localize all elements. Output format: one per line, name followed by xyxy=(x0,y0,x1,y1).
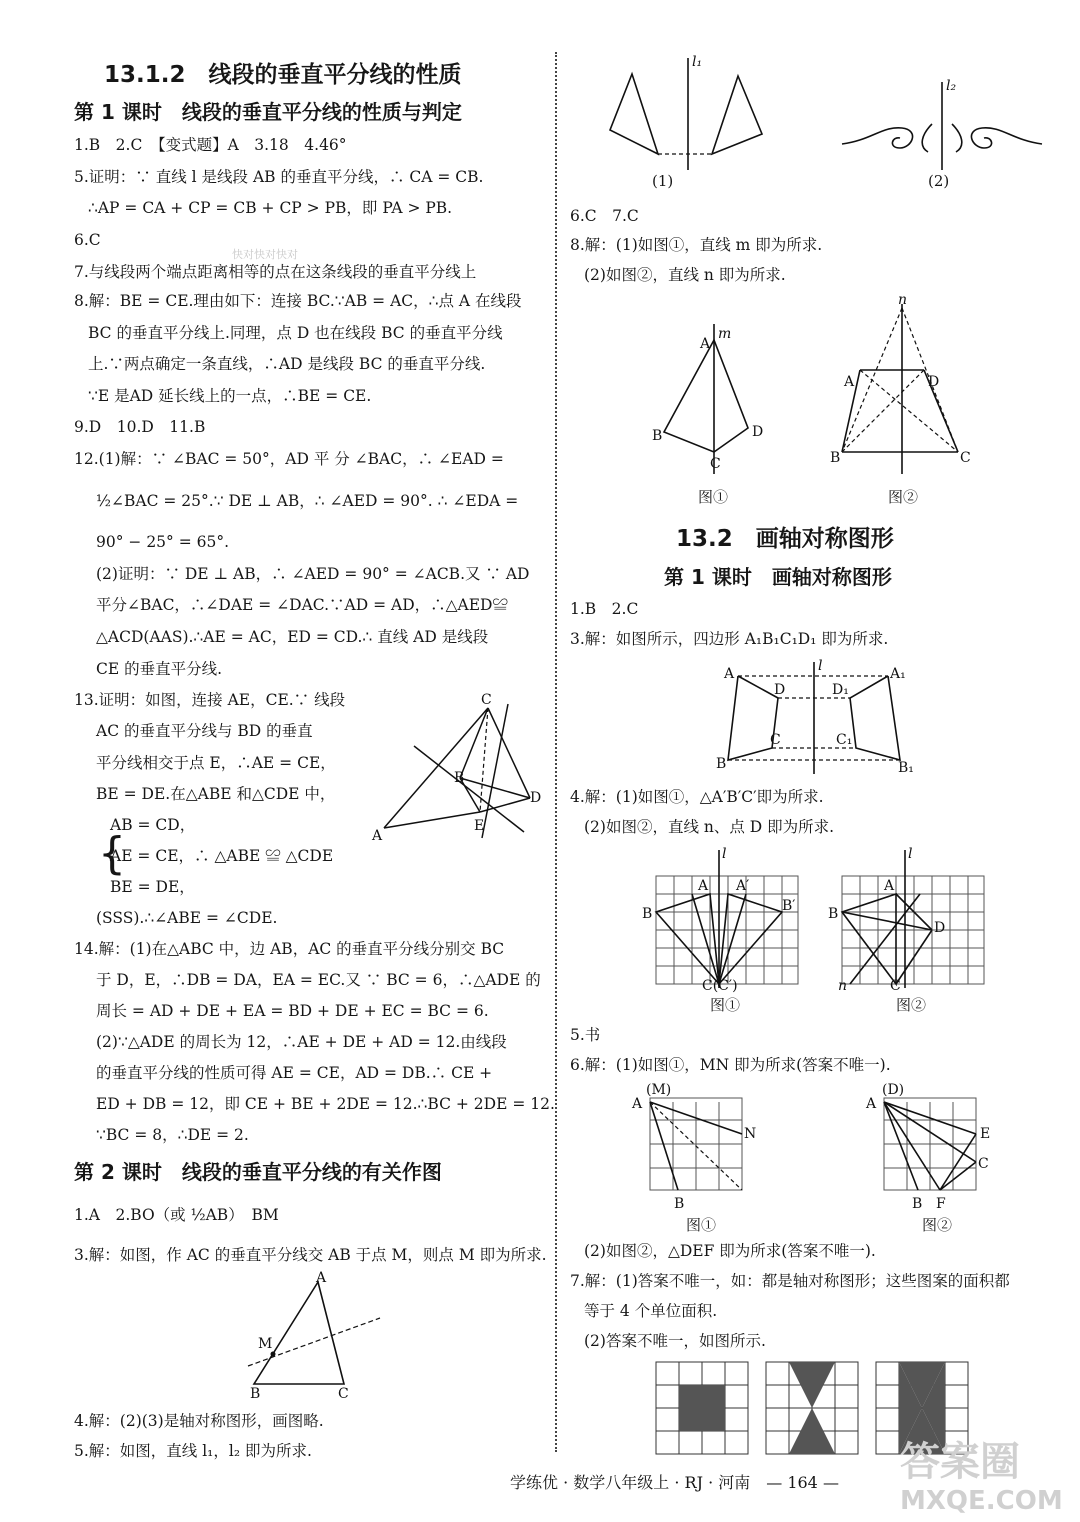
answer-line: ∵BC = 8，∴DE = 2. xyxy=(96,1126,249,1144)
svg-text:l: l xyxy=(818,658,823,674)
answer-line: 14.解：(1)在△ABC 中，边 AB，AC 的垂直平分线分别交 BC xyxy=(74,940,505,958)
answer-line: 90° − 25° = 65°. xyxy=(96,533,230,551)
svg-text:A: A xyxy=(884,878,895,894)
answer-line: 12.(1)解：∵ ∠BAC = 50°，AD 平 分 ∠BAC，∴ ∠EAD = xyxy=(74,450,504,468)
svg-text:l₂: l₂ xyxy=(946,78,957,94)
svg-text:D: D xyxy=(934,920,946,936)
svg-text:E: E xyxy=(980,1126,991,1142)
svg-text:A: A xyxy=(698,878,709,894)
svg-text:C(C′): C(C′) xyxy=(702,978,738,994)
svg-text:C: C xyxy=(481,692,492,708)
answer-line: 上.∵两点确定一条直线，∴AD 是线段 BC 的垂直平分线. xyxy=(88,355,486,373)
answer-line: (2)答案不唯一，如图所示. xyxy=(584,1332,766,1350)
svg-text:E: E xyxy=(474,818,485,834)
answer-line: 6.C xyxy=(74,231,101,249)
right-column xyxy=(558,0,1080,1522)
svg-text:(D): (D) xyxy=(882,1082,905,1098)
svg-text:D: D xyxy=(752,424,764,440)
answer-line: ∴AP = CA + CP = CB + CP > PB，即 PA > PB. xyxy=(88,199,453,217)
figure-caption: (1) xyxy=(652,172,674,190)
answer-line: 8.解：BE = CE.理由如下：连接 BC.∵AB = AC，∴点 A 在线段 xyxy=(74,292,522,310)
svg-text:B: B xyxy=(652,428,663,444)
answer-line: (2)∵△ADE 的周长为 12，∴AE + DE + AD = 12.由线段 xyxy=(96,1033,507,1051)
answer-line: 5.解：如图，直线 l₁，l₂ 即为所求. xyxy=(74,1442,312,1460)
answer-line: (2)如图②，直线 n、点 D 即为所求. xyxy=(584,818,835,836)
figure-q8 xyxy=(648,294,988,484)
answer-line: 4.解：(2)(3)是轴对称图形，画图略. xyxy=(74,1412,324,1430)
svg-text:D: D xyxy=(928,374,940,390)
lesson-heading: 第 2 课时 线段的垂直平分线的有关作图 xyxy=(74,1160,442,1184)
svg-text:n: n xyxy=(838,978,848,994)
page-footer: 学练优 · 数学八年级上 · RJ · 河南 — 164 — xyxy=(510,1473,839,1492)
svg-text:F: F xyxy=(936,1196,946,1212)
svg-text:M: M xyxy=(258,1336,273,1352)
answer-line: 1.B 2.C 【变式题】A 3.18 4.46° xyxy=(74,136,347,154)
watermark-url: MXQE.COM xyxy=(900,1486,1063,1516)
svg-text:C: C xyxy=(978,1156,989,1172)
answer-line: 平分线相交于点 E，∴AE = CE， xyxy=(96,754,336,772)
answer-line: 4.解：(1)如图①，△A′B′C′即为所求. xyxy=(570,788,824,806)
answer-line: BE = DE.在△ABE 和△CDE 中， xyxy=(96,785,336,803)
answer-line: 等于 4 个单位面积. xyxy=(584,1302,718,1320)
answer-line: 7.解：(1)答案不唯一，如：都是轴对称图形；这些图案的面积都 xyxy=(570,1272,1010,1290)
svg-text:C: C xyxy=(890,978,901,994)
answer-line: 5.书 xyxy=(570,1026,601,1044)
svg-text:N: N xyxy=(744,1126,757,1142)
brace: { xyxy=(98,828,126,879)
figure-caption: 图② xyxy=(922,1216,953,1234)
figure-caption: 图① xyxy=(710,996,741,1014)
answer-line: 的垂直平分线的性质可得 AE = CE，AD = DB.∴ CE + xyxy=(96,1064,493,1082)
answer-line: 7.与线段两个端点距离相等的点在这条线段的垂直平分线上 xyxy=(74,263,477,281)
figure-q3-right xyxy=(716,656,914,780)
answer-line: 6.解：(1)如图①，MN 即为所求(答案不唯一). xyxy=(570,1056,891,1074)
svg-text:B′: B′ xyxy=(782,898,796,914)
answer-line: BE = DE， xyxy=(110,878,195,896)
answer-line: (2)如图②，直线 n 即为所求. xyxy=(584,266,786,284)
figure-caption: 图① xyxy=(698,488,729,506)
svg-text:A: A xyxy=(700,336,711,352)
answer-line: 13.证明：如图，连接 AE，CE.∵ 线段 xyxy=(74,691,346,709)
svg-text:C₁: C₁ xyxy=(836,732,853,748)
svg-text:B: B xyxy=(642,906,653,922)
column-divider xyxy=(555,52,557,1452)
svg-text:B: B xyxy=(716,756,727,772)
svg-text:D: D xyxy=(774,682,786,698)
svg-text:B: B xyxy=(828,906,839,922)
svg-text:(M): (M) xyxy=(646,1082,672,1098)
svg-text:C: C xyxy=(960,450,971,466)
section-heading: 13.2 画轴对称图形 xyxy=(676,526,894,552)
lesson-heading: 第 1 课时 画轴对称图形 xyxy=(664,565,892,589)
svg-text:A: A xyxy=(632,1096,643,1112)
figure-q3 xyxy=(240,1272,390,1402)
figure-q5 xyxy=(582,52,1052,172)
answer-line: 5.证明：∵ 直线 l 是线段 AB 的垂直平分线，∴ CA = CB. xyxy=(74,168,484,186)
svg-text:n: n xyxy=(898,292,908,308)
svg-text:A: A xyxy=(372,828,383,844)
lesson-heading: 第 1 课时 线段的垂直平分线的性质与判定 xyxy=(74,100,462,124)
figure-q13 xyxy=(364,690,554,850)
answer-line: 1.B 2.C xyxy=(570,600,639,618)
svg-text:A: A xyxy=(844,374,855,390)
svg-text:B: B xyxy=(830,450,841,466)
figure-caption: 图② xyxy=(896,996,927,1014)
svg-text:B: B xyxy=(454,770,465,786)
answer-line: 3.解：如图所示，四边形 A₁B₁C₁D₁ 即为所求. xyxy=(570,630,889,648)
answer-line: AB = CD， xyxy=(110,816,196,834)
answer-line: ED + DB = 12，即 CE + BE + 2DE = 12.∴BC + 2DE = 12. xyxy=(96,1095,555,1113)
figure-caption: 图① xyxy=(686,1216,717,1234)
answer-line: AE = CE，∴ △ABE ≌ △CDE xyxy=(110,847,334,865)
answer-line: 9.D 10.D 11.B xyxy=(74,418,206,436)
answer-line: BC 的垂直平分线上.同理，点 D 也在线段 BC 的垂直平分线 xyxy=(88,324,503,342)
svg-text:B: B xyxy=(912,1196,923,1212)
figure-q6 xyxy=(628,1080,1008,1214)
svg-text:B: B xyxy=(250,1386,261,1402)
svg-text:m: m xyxy=(718,326,732,342)
answer-line: 平分∠BAC，∴∠DAE = ∠DAC.∵AD = AD，∴△AED≌ xyxy=(96,596,508,614)
answer-line: AC 的垂直平分线与 BD 的垂直 xyxy=(96,722,313,740)
svg-text:A: A xyxy=(724,666,735,682)
svg-text:D: D xyxy=(530,790,542,806)
svg-text:A₁: A₁ xyxy=(890,666,906,682)
svg-text:B₁: B₁ xyxy=(898,760,914,776)
answer-line: 于 D，E，∴DB = DA，EA = EC.又 ∵ BC = 6，∴△ADE 的 xyxy=(96,971,541,989)
svg-text:C: C xyxy=(770,732,781,748)
answer-line: (2)如图②，△DEF 即为所求(答案不唯一). xyxy=(584,1242,876,1260)
section-heading: 13.1.2 线段的垂直平分线的性质 xyxy=(104,62,462,88)
answer-line: 1.A 2.BO（或 ½AB） BM xyxy=(74,1206,279,1224)
svg-text:A′: A′ xyxy=(736,878,750,894)
svg-text:A: A xyxy=(316,1270,327,1286)
answer-line: 8.解：(1)如图①，直线 m 即为所求. xyxy=(570,236,823,254)
svg-text:l: l xyxy=(722,846,727,862)
figure-caption: (2) xyxy=(928,172,950,190)
svg-text:C: C xyxy=(710,456,721,472)
figure-q4 xyxy=(642,842,1002,994)
answer-line: CE 的垂直平分线. xyxy=(96,660,223,678)
answer-line: (SSS).∴∠ABE = ∠CDE. xyxy=(96,909,278,927)
watermark-corner: 答案圈 xyxy=(900,1439,1020,1485)
answer-line: (2)证明：∵ DE ⊥ AB，∴ ∠AED = 90° = ∠ACB.又 ∵ AD xyxy=(96,565,530,583)
watermark-stamp: 快对快对快对 xyxy=(232,248,298,261)
answer-line: 6.C 7.C xyxy=(570,207,639,225)
svg-text:l: l xyxy=(908,846,913,862)
svg-text:B: B xyxy=(674,1196,685,1212)
svg-text:A: A xyxy=(866,1096,877,1112)
answer-line: ∵E 是AD 延长线上的一点，∴BE = CE. xyxy=(88,387,372,405)
svg-text:C: C xyxy=(338,1386,349,1402)
answer-line: 周长 = AD + DE + EA = BD + DE + EC = BC = 6. xyxy=(96,1002,489,1020)
svg-text:l₁: l₁ xyxy=(692,54,703,70)
figure-caption: 图② xyxy=(888,488,919,506)
answer-line: △ACD(AAS).∴AE = AC，ED = CD.∴ 直线 AD 是线段 xyxy=(96,628,489,646)
svg-text:D₁: D₁ xyxy=(832,682,849,698)
answer-line: 3.解：如图，作 AC 的垂直平分线交 AB 于点 M，则点 M 即为所求. xyxy=(74,1246,547,1264)
answer-line: ½∠BAC = 25°.∵ DE ⊥ AB，∴ ∠AED = 90°. ∴ ∠EDA = xyxy=(96,492,519,510)
